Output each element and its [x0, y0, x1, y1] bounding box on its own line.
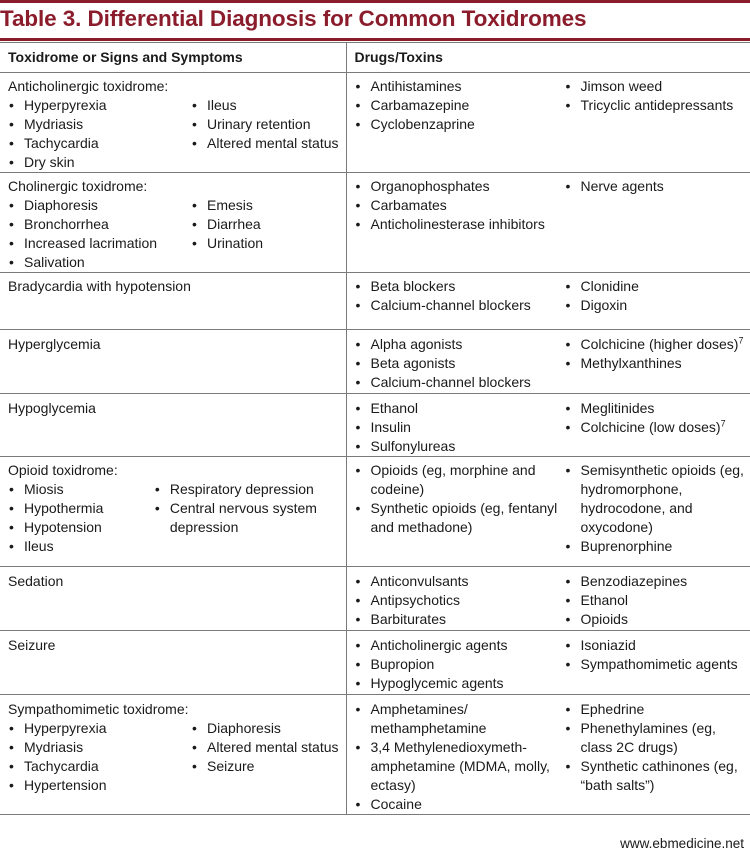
- list-item-text: Hypothermia: [24, 500, 104, 516]
- drug-list-right: [565, 177, 750, 234]
- list-item-text: Meglitinides: [580, 400, 655, 416]
- drug-list-left: [355, 572, 565, 629]
- symptom-list-right: [154, 480, 342, 556]
- drug-lists: [355, 461, 750, 556]
- header-symptoms: Toxidrome or Signs and Symptoms: [0, 43, 346, 73]
- list-item-text: Diarrhea: [207, 216, 261, 232]
- drug-list-left: [355, 636, 565, 693]
- list-item-text: Isoniazid: [580, 637, 636, 653]
- list-item: [565, 610, 750, 629]
- list-item: [565, 700, 750, 719]
- list-item: [355, 636, 565, 655]
- list-item: [355, 700, 565, 738]
- list-item-text: Hypoglycemic agents: [370, 675, 504, 691]
- drug-list-right: [565, 277, 750, 315]
- list-item: [191, 719, 339, 738]
- list-item: [8, 499, 154, 518]
- toxidrome-label: Opioid toxidrome:: [8, 462, 118, 478]
- list-item-text: Mydriasis: [24, 116, 84, 132]
- list-item-text: Synthetic cathinones (eg, “bath salts”): [580, 758, 738, 793]
- drug-list-left: [355, 700, 565, 814]
- table-row: [0, 394, 750, 457]
- list-item-text: Phenethylamines (eg, class 2C drugs): [580, 720, 716, 755]
- list-item-text: Nerve agents: [580, 178, 664, 194]
- list-item-text: Buprenorphine: [580, 538, 673, 554]
- list-item-text: Bronchorrhea: [24, 216, 109, 232]
- list-item: [191, 196, 263, 215]
- table-row: [0, 330, 750, 394]
- symptoms-cell: [0, 394, 346, 457]
- list-item-text: Beta agonists: [370, 355, 456, 371]
- list-item: [565, 591, 750, 610]
- list-item-text: Semisynthetic opioids (eg, hydromorphone, hydrocodone, and oxycodone): [580, 462, 744, 535]
- symptoms-cell: [0, 73, 346, 173]
- list-item-text: Seizure: [207, 758, 255, 774]
- list-item-text: Urination: [207, 235, 264, 251]
- list-item-text: Calcium-channel blockers: [370, 374, 531, 390]
- header-drugs: Drugs/Toxins: [346, 43, 750, 73]
- list-item: [8, 537, 154, 556]
- drug-list-left: [355, 399, 565, 456]
- list-item-text: Tachycardia: [24, 758, 99, 774]
- symptoms-cell: [0, 695, 346, 815]
- drug-lists: [355, 335, 750, 392]
- list-item: [355, 215, 565, 234]
- list-item-text: Urinary retention: [207, 116, 311, 132]
- list-item: [8, 234, 191, 253]
- footnote-ref: 7: [720, 418, 726, 429]
- drug-list-right: [565, 572, 750, 629]
- top-rule: [0, 0, 750, 3]
- list-item-text: Colchicine (low doses): [580, 419, 721, 435]
- symptom-list-left: [8, 719, 191, 795]
- list-item: [565, 461, 750, 537]
- list-item-text: Synthetic opioids (eg, fentanyl and methadone): [370, 500, 558, 535]
- list-item: [355, 373, 565, 392]
- list-item-text: Altered mental status: [207, 739, 339, 755]
- drug-list-right: [565, 77, 750, 134]
- list-item: [355, 461, 565, 499]
- toxidrome-label: Hypoglycemia: [8, 400, 96, 416]
- list-item: [191, 115, 339, 134]
- list-item-text: Increased lacrimation: [24, 235, 158, 251]
- list-item: [191, 215, 263, 234]
- symptoms-cell: [0, 173, 346, 273]
- list-item: [8, 115, 191, 134]
- list-item: [8, 253, 191, 272]
- drugs-cell: [346, 173, 750, 273]
- list-item-text: Emesis: [207, 197, 253, 213]
- list-item-text: Anticonvulsants: [370, 573, 469, 589]
- list-item-text: Insulin: [370, 419, 411, 435]
- list-item-text: Hypertension: [24, 777, 107, 793]
- list-item: [355, 655, 565, 674]
- list-item: [565, 636, 750, 655]
- list-item-text: Tachycardia: [24, 135, 99, 151]
- list-item-text: Opioids: [580, 611, 628, 627]
- list-item: [565, 655, 750, 674]
- list-item: [355, 610, 565, 629]
- drug-list-left: [355, 177, 565, 234]
- list-item-text: Diaphoresis: [207, 720, 281, 736]
- list-item: [355, 738, 565, 795]
- list-item-text: Antipsychotics: [370, 592, 460, 608]
- symptom-lists: [8, 96, 342, 172]
- list-item-text: Ileus: [24, 538, 54, 554]
- symptom-list-left: [8, 96, 191, 172]
- list-item: [8, 96, 191, 115]
- symptoms-cell: [0, 273, 346, 330]
- drug-lists: [355, 177, 750, 234]
- title-rule: [0, 38, 750, 41]
- toxidrome-label: Hyperglycemia: [8, 336, 101, 352]
- list-item-text: Benzodiazepines: [580, 573, 688, 589]
- list-item: [8, 134, 191, 153]
- symptom-lists: [8, 719, 342, 795]
- drugs-cell: [346, 567, 750, 631]
- list-item: [355, 96, 565, 115]
- list-item-text: Central nervous system depression: [169, 500, 317, 535]
- table-header-row: [0, 43, 750, 73]
- drugs-cell: [346, 330, 750, 394]
- drugs-cell: [346, 273, 750, 330]
- list-item: [191, 738, 339, 757]
- drugs-cell: [346, 695, 750, 815]
- list-item: [565, 177, 750, 196]
- list-item: [8, 196, 191, 215]
- list-item-text: Antihistamines: [370, 78, 462, 94]
- toxidrome-label: Cholinergic toxidrome:: [8, 178, 148, 194]
- list-item: [565, 296, 750, 315]
- list-item: [565, 757, 750, 795]
- toxidrome-label: Seizure: [8, 637, 56, 653]
- list-item: [8, 776, 191, 795]
- list-item: [154, 480, 342, 499]
- drug-list-left: [355, 277, 565, 315]
- table-row: [0, 173, 750, 273]
- list-item: [355, 296, 565, 315]
- drug-lists: [355, 700, 750, 814]
- list-item-text: Barbiturates: [370, 611, 446, 627]
- list-item-text: Mydriasis: [24, 739, 84, 755]
- list-item-text: Colchicine (higher doses): [580, 336, 739, 352]
- list-item-text: Cocaine: [370, 796, 422, 812]
- list-item: [355, 335, 565, 354]
- symptoms-cell: [0, 330, 346, 394]
- list-item-text: Dry skin: [24, 154, 75, 170]
- drugs-cell: [346, 631, 750, 695]
- table-row: [0, 695, 750, 815]
- list-item-text: Salivation: [24, 254, 85, 270]
- list-item: [191, 234, 263, 253]
- list-item-text: Opioids (eg, morphine and codeine): [370, 462, 536, 497]
- list-item: [565, 77, 750, 96]
- list-item-text: 3,4 Methylenedioxymeth-amphetamine (MDMA, molly, ectasy): [370, 739, 550, 793]
- list-item: [154, 499, 342, 537]
- list-item-text: Anticholinergic agents: [370, 637, 508, 653]
- list-item-text: Respiratory depression: [169, 481, 314, 497]
- list-item: [355, 354, 565, 373]
- drug-lists: [355, 399, 750, 456]
- drug-list-right: [565, 399, 750, 456]
- list-item: [355, 399, 565, 418]
- list-item: [355, 795, 565, 814]
- drug-list-left: [355, 77, 565, 134]
- list-item: [8, 738, 191, 757]
- list-item: [565, 399, 750, 418]
- list-item-text: Anticholinesterase inhibitors: [370, 216, 545, 232]
- list-item: [355, 591, 565, 610]
- list-item-text: Cyclobenzaprine: [370, 116, 475, 132]
- list-item-text: Alpha agonists: [370, 336, 463, 352]
- footer-url: www.ebmedicine.net: [620, 836, 744, 851]
- toxidrome-label: Anticholinergic toxidrome:: [8, 78, 169, 94]
- list-item-text: Hyperpyrexia: [24, 97, 107, 113]
- list-item: [565, 335, 750, 354]
- drug-list-left: [355, 335, 565, 392]
- list-item: [565, 277, 750, 296]
- table-row: [0, 273, 750, 330]
- list-item: [8, 153, 191, 172]
- drug-lists: [355, 636, 750, 693]
- drug-lists: [355, 277, 750, 315]
- symptoms-cell: [0, 631, 346, 695]
- drug-lists: [355, 77, 750, 134]
- table-row: [0, 73, 750, 173]
- toxidrome-label: Bradycardia with hypotension: [8, 278, 191, 294]
- list-item-text: Ileus: [207, 97, 237, 113]
- list-item: [355, 115, 565, 134]
- list-item-text: Carbamates: [370, 197, 447, 213]
- list-item-text: Tricyclic antidepressants: [580, 97, 734, 113]
- list-item: [355, 437, 565, 456]
- list-item: [565, 719, 750, 757]
- list-item-text: Beta blockers: [370, 278, 456, 294]
- symptom-lists: [8, 480, 342, 556]
- symptoms-cell: [0, 567, 346, 631]
- list-item-text: Sympathomimetic agents: [580, 656, 738, 672]
- list-item: [8, 480, 154, 499]
- list-item: [355, 277, 565, 296]
- list-item-text: Hyperpyrexia: [24, 720, 107, 736]
- table-row: [0, 457, 750, 567]
- list-item: [565, 572, 750, 591]
- list-item: [191, 96, 339, 115]
- list-item-text: Methylxanthines: [580, 355, 682, 371]
- list-item: [355, 196, 565, 215]
- toxidrome-table: [0, 42, 750, 815]
- symptom-list-left: [8, 480, 154, 556]
- list-item: [191, 757, 339, 776]
- list-item: [565, 354, 750, 373]
- list-item: [565, 537, 750, 556]
- list-item-text: Ethanol: [370, 400, 418, 416]
- list-item-text: Digoxin: [580, 297, 628, 313]
- list-item-text: Amphetamines/​methamphetamine: [370, 701, 487, 736]
- drug-list-right: [565, 461, 750, 556]
- list-item: [565, 96, 750, 115]
- list-item: [8, 518, 154, 537]
- drugs-cell: [346, 394, 750, 457]
- list-item-text: Ephedrine: [580, 701, 645, 717]
- table-title: Table 3. Differential Diagnosis for Common Toxidromes: [0, 6, 587, 31]
- list-item-text: Miosis: [24, 481, 64, 497]
- list-item: [8, 757, 191, 776]
- list-item-text: Hypotension: [24, 519, 102, 535]
- list-item: [191, 134, 339, 153]
- list-item: [355, 499, 565, 537]
- drug-list-right: [565, 700, 750, 814]
- list-item: [8, 215, 191, 234]
- list-item-text: Carbamazepine: [370, 97, 470, 113]
- list-item: [355, 674, 565, 693]
- symptoms-cell: [0, 457, 346, 567]
- drug-lists: [355, 572, 750, 629]
- list-item-text: Sulfonylureas: [370, 438, 456, 454]
- list-item: [355, 572, 565, 591]
- list-item-text: Organophosphates: [370, 178, 490, 194]
- list-item-text: Altered mental status: [207, 135, 339, 151]
- footnote-ref: 7: [738, 335, 744, 346]
- toxidrome-label: Sympathomimetic toxidrome:: [8, 701, 189, 717]
- list-item: [565, 418, 750, 437]
- symptom-lists: [8, 196, 342, 272]
- list-item: [355, 77, 565, 96]
- list-item-text: Clonidine: [580, 278, 639, 294]
- table-row: [0, 567, 750, 631]
- drug-list-left: [355, 461, 565, 556]
- list-item-text: Diaphoresis: [24, 197, 98, 213]
- drugs-cell: [346, 457, 750, 567]
- drug-list-right: [565, 636, 750, 693]
- list-item-text: Jimson weed: [580, 78, 663, 94]
- table-row: [0, 631, 750, 695]
- list-item-text: Calcium-channel blockers: [370, 297, 531, 313]
- drugs-cell: [346, 73, 750, 173]
- list-item: [8, 719, 191, 738]
- drug-list-right: [565, 335, 750, 392]
- toxidrome-label: Sedation: [8, 573, 64, 589]
- symptom-list-right: [191, 196, 263, 272]
- list-item-text: Bupropion: [370, 656, 435, 672]
- list-item-text: Ethanol: [580, 592, 628, 608]
- symptom-list-right: [191, 719, 339, 795]
- list-item: [355, 177, 565, 196]
- list-item: [355, 418, 565, 437]
- symptom-list-left: [8, 196, 191, 272]
- symptom-list-right: [191, 96, 339, 172]
